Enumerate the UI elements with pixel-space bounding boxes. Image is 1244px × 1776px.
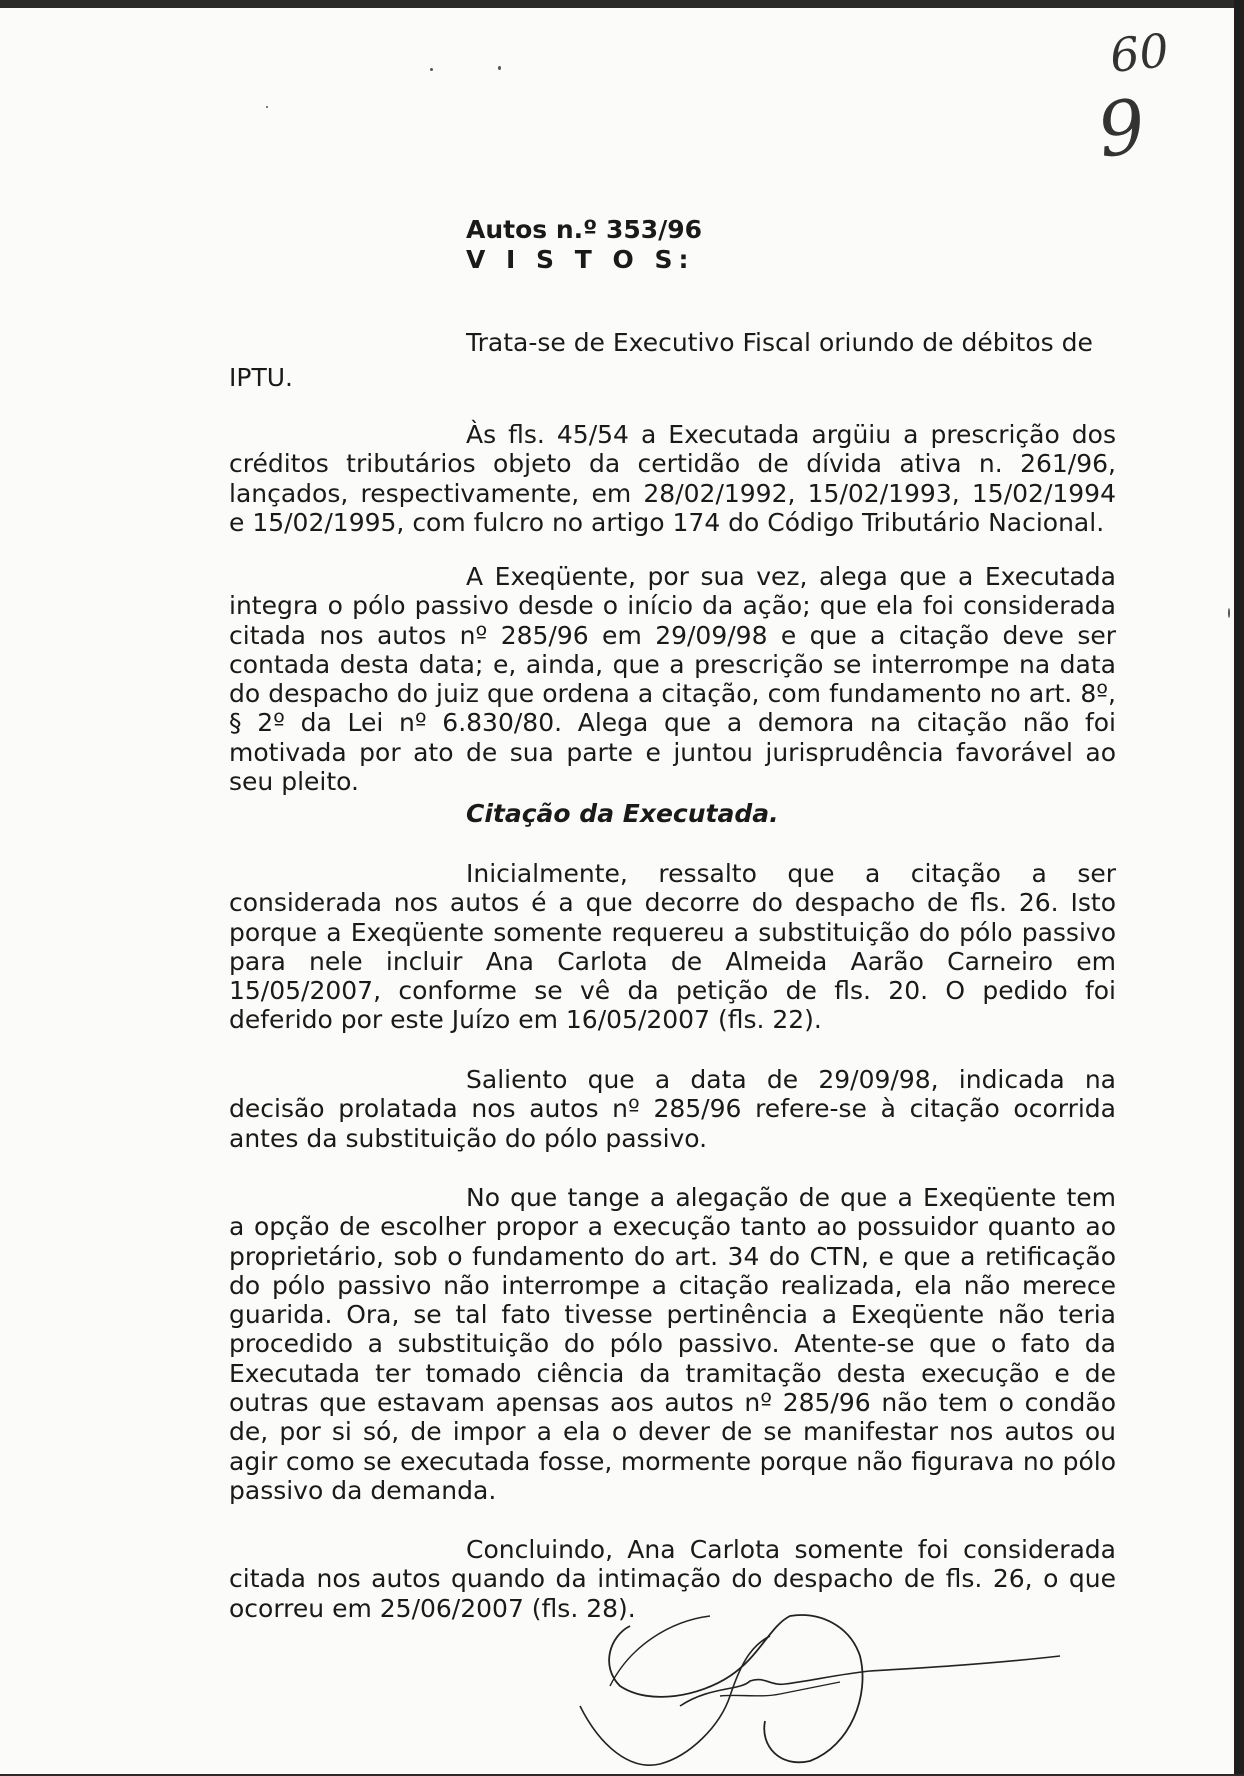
paragraph-intro-continuation: IPTU. [229, 363, 293, 392]
paragraph-saliento: Saliento que a data de 29/09/98, indicada na decisão prolatada nos autos nº 285/96 refere-se à citação ocorrida antes da substituição do pólo passivo. [229, 1065, 1116, 1153]
paragraph-intro: Trata-se de Executivo Fiscal oriundo de débitos de [466, 328, 1093, 357]
paragraph-inicialmente: Inicialmente, ressalto que a citação a ser considerada nos autos é a que decorre do despacho de fls. 26. Isto porque a Exeqüente somente requereu a substituição do pólo passivo para nele incluir Ana Carlota de Almeida Aarão Carneiro em 15/05/2007, conforme se vê da petição de fls. 20. O pedido foi deferido por este Juízo em 16/05/2007 (fls. 22). [229, 859, 1116, 1035]
paragraph-exequente: A Exeqüente, por sua vez, alega que a Executada integra o pólo passivo desde o início da ação; que ela foi considerada citada nos autos nº 285/96 em 29/09/98 e que a citação deve ser contada desta data; e, ainda, que a prescrição se interrompe na data do despacho do juiz que ordena a citação, com fundamento no art. 8º, § 2º da Lei nº 6.830/80. Alega que a demora na citação não foi motivada por ato de sua parte e juntou jurisprudência favorável ao seu pleito. [229, 562, 1116, 797]
paragraph-prescricao: Às fls. 45/54 a Executada argüiu a prescrição dos créditos tributários objeto da certidão de dívida ativa n. 261/96, lançados, respectivamente, em 28/02/1992, 15/02/1993, 15/02/1994 e 15/02/1995, com fulcro no artigo 174 do Código Tributário Nacional. [229, 420, 1116, 537]
scan-speck [1228, 608, 1230, 618]
scan-speck [266, 106, 268, 108]
paragraph-alegacao: No que tange a alegação de que a Exeqüente tem a opção de escolher propor a execução tanto ao possuidor quanto ao proprietário, sob o fundamento do art. 34 do CTN, e que a retificação do pólo passivo não interrompe a citação realizada, ela não merece guarida. Ora, se tal fato tivesse pertinência a Exeqüente não teria procedido a substituição do pólo passivo. Atente-se que o fato da Executada ter tomado ciência da tramitação desta execução e de outras que estavam apensas aos autos nº 285/96 não tem o condão de, por si só, de impor a ela o dever de se manifestar nos autos ou agir como se executada fosse, mormente porque não figurava no pólo passivo da demanda. [229, 1183, 1116, 1505]
scan-border-right [1234, 0, 1244, 1774]
vistos-title: V I S T O S: [466, 245, 695, 274]
scan-speck [430, 68, 433, 71]
handwritten-signature [570, 1586, 1070, 1776]
handwritten-page-number: 9 [1092, 83, 1151, 175]
section-heading: Citação da Executada. [466, 799, 779, 828]
document-header [466, 215, 702, 275]
paragraph-concluindo: Concluindo, Ana Carlota somente foi considerada citada nos autos quando da intimação do despacho de fls. 26, o que ocorreu em 25/06/2007 (fls. 28). [229, 1535, 1116, 1623]
document-page [0, 8, 1234, 1774]
scan-speck [498, 66, 501, 70]
case-number: Autos n.º 353/96 [466, 215, 703, 244]
handwritten-folio-number: 60 [1107, 23, 1172, 83]
scan-border-top [0, 0, 1244, 8]
